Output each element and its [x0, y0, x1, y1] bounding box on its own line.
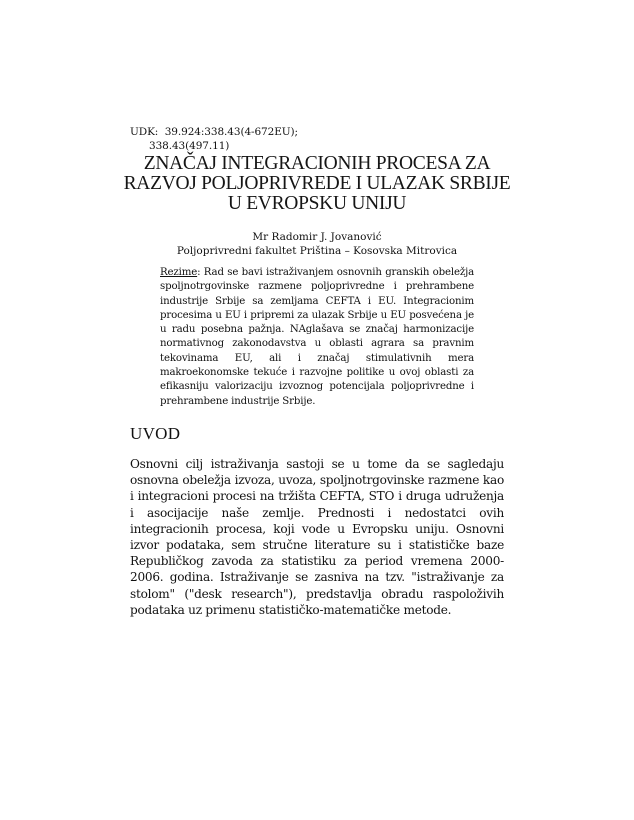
abstract	[160, 266, 474, 409]
abstract-label: Rezime	[160, 267, 198, 278]
udk-line-2: 338.43(497.11)	[149, 140, 230, 152]
author-affiliation: Poljoprivredni fakultet Priština – Kosovska Mitrovica	[176, 245, 458, 257]
udk-line-1: UDK: 39.924:338.43(4-672EU);	[130, 126, 298, 138]
udk-classification	[130, 125, 298, 153]
section-paragraph: Osnovni cilj istraživanja sastoji se u tome da se sagledaju osnovna obeležja izvoza, uvoza, spoljnotrgovinske razmene kao i integracioni procesi na tržišta CEFTA, STO i druga udruženja i asocijacije naše zemlje. Prednosti i nedostatci ovih integracionih procesa, koji vode u Evropsku uniju. Osnovni izvor podataka, sem stručne literature su i statističke baze Republičkog zavoda za statistiku za period vremena 2000-2006. godina. Istraživanje se zasniva na tzv. "istraživanje za stolom" ("desk research"), predstavlja obradu raspoloživih podataka uz primenu statističko-matematičke metode.	[130, 457, 504, 617]
author-block	[130, 230, 504, 258]
abstract-text: : Rad se bavi istraživanjem osnovnih granskih obeležja spoljnotrgovinske razmene poljoprivredne i prehrambene industrije Srbije sa zemljama CEFTA i EU. Integracionim procesima u EU i pripremi za ulazak Srbije u EU posvećena je u radu posebna pažnja. NAglašava se značaj harmonizacije normativnog zakonodavstva u oblasti agrara sa pravnim tekovinama EU, ali i značaj stimulativnih mera makroekonomske tekuće i razvojne politike u ovoj oblasti za efikasniju valorizaciju izvoznog potencijala poljoprivredne i prehrambene industrije Srbije.	[160, 267, 474, 407]
title-line-1: ZNAČAJ INTEGRACIONIH PROCESA ZA	[143, 153, 491, 174]
section-heading: UVOD	[130, 424, 181, 443]
author-name: Mr Radomir J. Jovanović	[252, 231, 382, 243]
title-line-2: RAZVOJ POLJOPRIVREDE I ULAZAK SRBIJE	[123, 173, 511, 194]
title-line-3: U EVROPSKU UNIJU	[227, 193, 407, 214]
paper-title	[120, 154, 514, 214]
